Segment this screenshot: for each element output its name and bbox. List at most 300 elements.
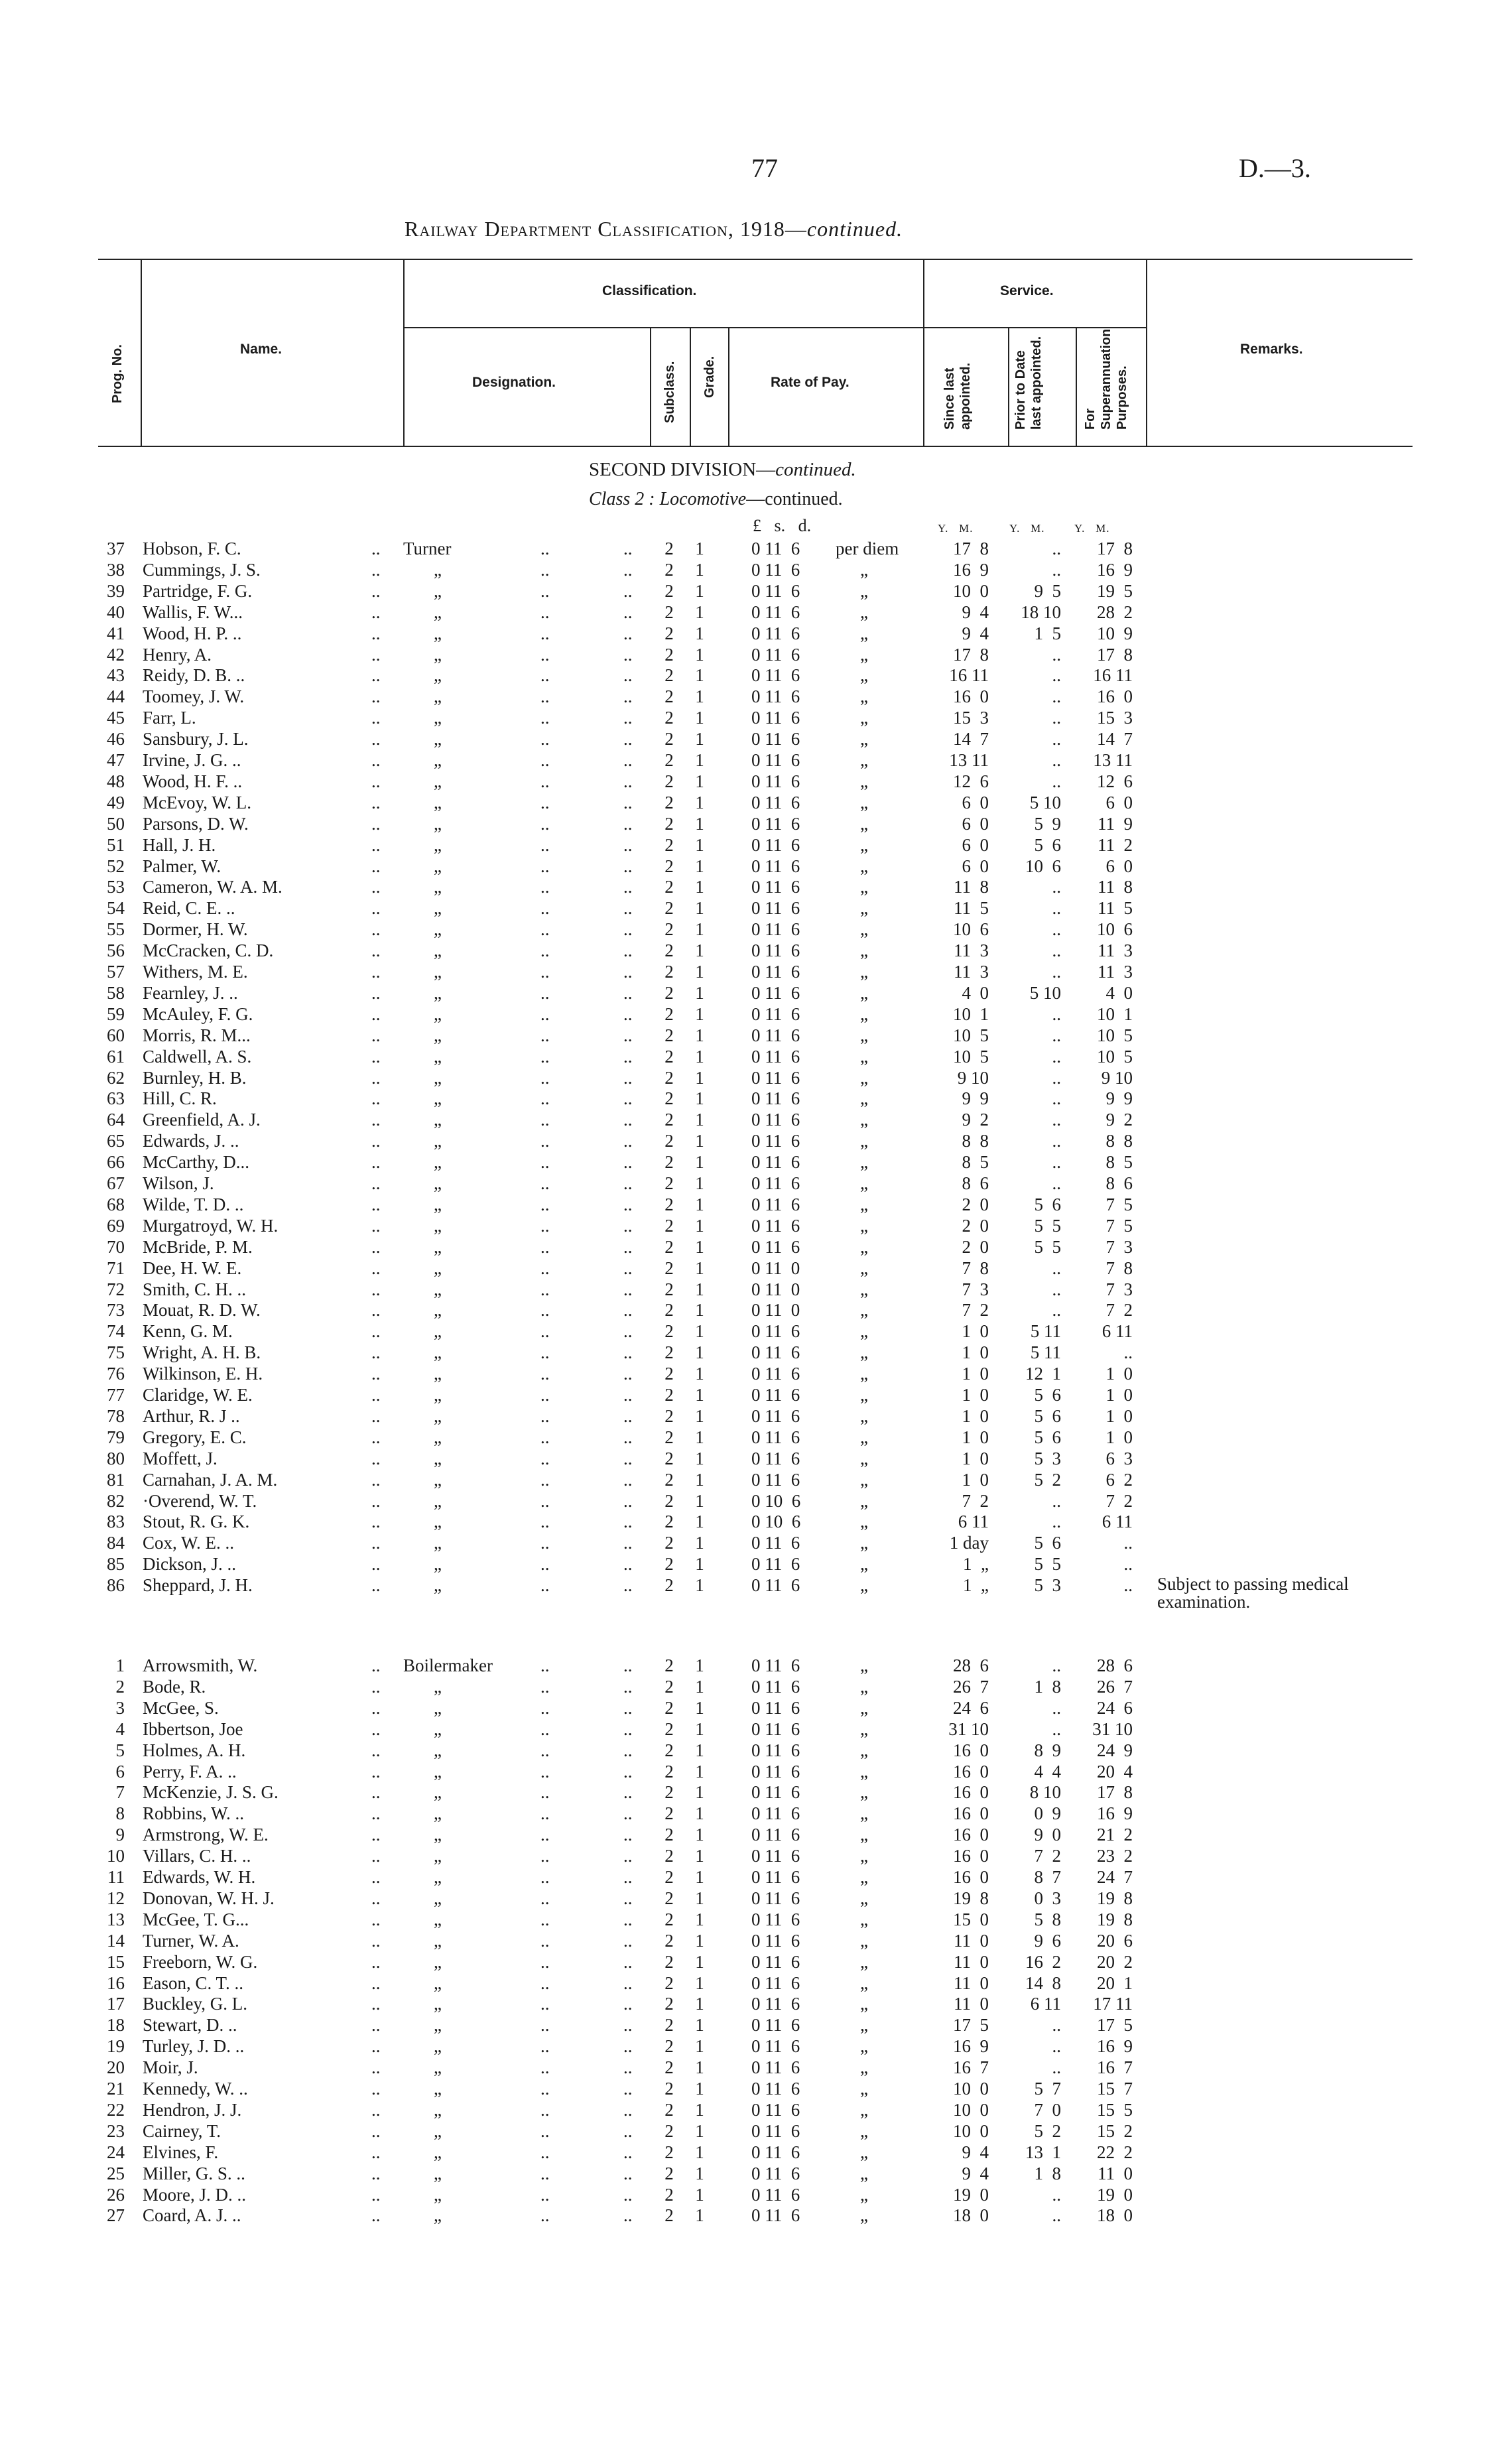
employee-name: McGee, T. G... [143, 1909, 249, 1929]
subclass: 2 [664, 1676, 674, 1697]
superannuation: 7 3 [1105, 1279, 1133, 1299]
prior-to-date: 16 2 [1025, 1951, 1061, 1972]
header-grade: Grade. [702, 356, 717, 398]
pay-unit: „ [860, 2015, 868, 2036]
rate-of-pay: 0 11 6 [751, 1655, 800, 1675]
table-row [0, 2121, 1512, 2141]
employee-name: Caldwell, A. S. [143, 1046, 252, 1067]
pay-unit: „ [860, 1067, 868, 1088]
leader-dots: .. [540, 1385, 550, 1405]
grade: 1 [695, 2184, 704, 2205]
leader-dots: .. [371, 2120, 381, 2141]
subclass: 2 [664, 1152, 674, 1173]
designation: „ [434, 1258, 442, 1278]
since-last-appointed: 10 6 [953, 919, 989, 940]
grade: 1 [695, 1951, 704, 1972]
superannuation: 16 9 [1097, 1803, 1133, 1824]
subclass: 2 [664, 1025, 674, 1045]
pay-unit: „ [860, 2120, 868, 2141]
rate-of-pay: 0 10 6 [751, 1490, 801, 1511]
leader-dots: .. [371, 1533, 381, 1553]
grade: 1 [695, 982, 704, 1003]
superannuation: 24 9 [1097, 1740, 1133, 1760]
employee-name: Hobson, F. C. [143, 539, 241, 558]
superannuation: 17 5 [1097, 2015, 1133, 2036]
designation: „ [434, 982, 442, 1003]
row-number: 48 [107, 771, 125, 791]
title-main: Railway Department Classification, 1918— [405, 217, 807, 241]
leader-dots: .. [540, 602, 550, 622]
grade: 1 [695, 1131, 704, 1151]
employee-name: Murgatroyd, W. H. [143, 1215, 279, 1236]
prior-to-date: 5 3 [1034, 1575, 1061, 1596]
employee-name: Reid, C. E. .. [143, 898, 235, 919]
superannuation: 23 2 [1097, 1846, 1133, 1866]
rate-of-pay: 0 10 6 [751, 1512, 801, 1532]
prior-to-date: 8 9 [1034, 1740, 1061, 1760]
since-last-appointed: 16 0 [953, 686, 989, 707]
table-row [0, 1677, 1512, 1697]
leader-dots: .. [623, 834, 633, 855]
rate-of-pay: 0 11 6 [751, 898, 800, 919]
since-last-appointed: 16 0 [953, 1803, 989, 1824]
employee-name: Bode, R. [143, 1676, 206, 1697]
leader-dots: .. [540, 1575, 550, 1596]
grade: 1 [695, 940, 704, 961]
subclass: 2 [664, 1088, 674, 1109]
remarks-text: Subject to passing medical examination. [1157, 1574, 1349, 1612]
header-for-super: For Superannuation Purposes. [1083, 328, 1129, 430]
prior-to-date: 13 1 [1025, 2142, 1061, 2162]
superannuation: 26 7 [1097, 1676, 1133, 1697]
row-number: 47 [107, 750, 125, 770]
pay-unit: „ [860, 2099, 868, 2120]
table-row [0, 1994, 1512, 2014]
grade: 1 [695, 750, 704, 770]
leader-dots: .. [623, 1236, 633, 1257]
row-number: 8 [115, 1803, 125, 1824]
rate-of-pay: 0 11 6 [751, 1575, 800, 1596]
subclass: 2 [664, 1342, 674, 1363]
prior-to-date: 5 6 [1034, 834, 1061, 855]
designation: „ [434, 1740, 442, 1760]
pay-unit: „ [860, 1490, 868, 1511]
since-last-appointed: 14 7 [953, 729, 989, 749]
pay-unit: „ [860, 962, 868, 982]
leader-dots: .. [371, 2099, 381, 2120]
leader-dots: .. [540, 1131, 550, 1151]
leader-dots: .. [371, 1718, 381, 1739]
superannuation: 1 0 [1105, 1364, 1133, 1384]
since-last-appointed: 18 0 [953, 2205, 989, 2226]
pay-unit: „ [860, 644, 868, 665]
table-row [0, 581, 1512, 601]
since-last-appointed: 16 0 [953, 1761, 989, 1781]
grade: 1 [695, 2205, 704, 2226]
header-subclass: Subclass. [662, 361, 677, 423]
designation: „ [434, 1490, 442, 1511]
prior-to-date: .. [1052, 2036, 1061, 2057]
prior-to-date: .. [1052, 919, 1061, 940]
since-ym-header: Y. M. [938, 522, 974, 535]
employee-name: Partridge, F. G. [143, 580, 253, 601]
pay-unit: „ [860, 1867, 868, 1887]
since-last-appointed: 16 0 [953, 1782, 989, 1803]
since-last-appointed: 1 „ [963, 1575, 989, 1596]
table-row [0, 729, 1512, 749]
employee-name: Turner, W. A. [143, 1930, 239, 1951]
leader-dots: .. [371, 1088, 381, 1109]
subclass: 2 [664, 686, 674, 707]
table-row [0, 1047, 1512, 1067]
grade: 1 [695, 1740, 704, 1760]
superannuation: 12 6 [1097, 771, 1133, 791]
leader-dots: .. [371, 1131, 381, 1151]
subclass: 2 [664, 2036, 674, 2057]
rate-of-pay: 0 11 6 [751, 1846, 800, 1866]
leader-dots: .. [623, 1554, 633, 1575]
grade: 1 [695, 1385, 704, 1405]
grade: 1 [695, 1405, 704, 1426]
since-last-appointed: 6 0 [962, 792, 989, 812]
pay-unit: „ [860, 580, 868, 601]
superannuation: 6 3 [1105, 1448, 1133, 1468]
since-last-appointed: 9 4 [962, 623, 989, 643]
since-last-appointed: 24 6 [953, 1697, 989, 1718]
employee-name: Hall, J. H. [143, 834, 216, 855]
row-number: 21 [107, 2079, 125, 2099]
since-last-appointed: 1 0 [962, 1385, 989, 1405]
prior-to-date: 5 5 [1034, 1215, 1061, 1236]
grade: 1 [695, 539, 704, 558]
leader-dots: .. [540, 1676, 550, 1697]
leader-dots: .. [623, 1490, 633, 1511]
subclass: 2 [664, 898, 674, 919]
prior-to-date: 1 8 [1034, 2163, 1061, 2183]
leader-dots: .. [623, 1803, 633, 1824]
table-row [0, 2079, 1512, 2099]
row-number: 44 [107, 686, 125, 707]
leader-dots: .. [371, 1469, 381, 1490]
table-row [0, 686, 1512, 706]
table-row [0, 856, 1512, 876]
employee-name: McBride, P. M. [143, 1236, 253, 1257]
leader-dots: .. [540, 962, 550, 982]
prior-to-date: 4 4 [1034, 1761, 1061, 1781]
superannuation: 6 11 [1102, 1321, 1133, 1342]
prior-to-date: .. [1052, 1110, 1061, 1130]
table-row [0, 1025, 1512, 1045]
leader-dots: .. [623, 708, 633, 728]
leader-dots: .. [371, 982, 381, 1003]
designation: „ [434, 729, 442, 749]
leader-dots: .. [540, 1194, 550, 1214]
subclass: 2 [664, 1740, 674, 1760]
leader-dots: .. [371, 623, 381, 643]
grade: 1 [695, 1152, 704, 1173]
superannuation: 28 6 [1097, 1655, 1133, 1675]
rate-of-pay: 0 11 6 [751, 771, 800, 791]
prior-to-date: .. [1052, 1131, 1061, 1151]
employee-name: Arrowsmith, W. [143, 1655, 258, 1675]
leader-dots: .. [371, 750, 381, 770]
prior-to-date: 5 11 [1030, 1342, 1061, 1363]
leader-dots: .. [623, 1279, 633, 1299]
leader-dots: .. [540, 771, 550, 791]
table-row [0, 1910, 1512, 1929]
row-number: 74 [107, 1321, 125, 1342]
superannuation: 16 0 [1097, 686, 1133, 707]
pay-unit: „ [860, 1909, 868, 1929]
leader-dots: .. [540, 982, 550, 1003]
designation: „ [434, 1279, 442, 1299]
leader-dots: .. [540, 2036, 550, 2057]
leader-dots: .. [371, 898, 381, 919]
row-number: 75 [107, 1342, 125, 1363]
since-last-appointed: 10 0 [953, 2099, 989, 2120]
grade: 1 [695, 2142, 704, 2162]
superannuation: .. [1123, 1554, 1133, 1575]
superannuation: 10 1 [1097, 1003, 1133, 1024]
rate-of-pay: 0 11 6 [751, 940, 800, 961]
since-last-appointed: 1 0 [962, 1321, 989, 1342]
subclass: 2 [664, 1405, 674, 1426]
header-designation: Designation. [472, 375, 556, 390]
designation: „ [434, 1888, 442, 1908]
designation: „ [434, 1676, 442, 1697]
superannuation: 11 3 [1098, 940, 1133, 961]
designation: „ [434, 1300, 442, 1321]
since-last-appointed: 26 7 [953, 1676, 989, 1697]
leader-dots: .. [540, 1761, 550, 1781]
subclass: 2 [664, 1846, 674, 1866]
grade: 1 [695, 1888, 704, 1908]
prior-to-date: 5 10 [1029, 982, 1061, 1003]
employee-name: Irvine, J. G. .. [143, 750, 241, 770]
subclass: 2 [664, 559, 674, 580]
rate-of-pay: 0 11 6 [751, 1215, 800, 1236]
designation: „ [434, 1110, 442, 1130]
pay-unit: „ [860, 1131, 868, 1151]
leader-dots: .. [371, 1258, 381, 1278]
pay-unit: „ [860, 1554, 868, 1575]
leader-dots: .. [623, 1385, 633, 1405]
since-last-appointed: 11 5 [954, 898, 989, 919]
superannuation: 20 2 [1097, 1951, 1133, 1972]
leader-dots: .. [540, 2163, 550, 2183]
leader-dots: .. [371, 2057, 381, 2078]
rate-of-pay: 0 11 6 [751, 1676, 800, 1697]
grade: 1 [695, 1490, 704, 1511]
leader-dots: .. [371, 1740, 381, 1760]
designation: „ [434, 1803, 442, 1824]
since-last-appointed: 4 0 [962, 982, 989, 1003]
pay-unit: „ [860, 982, 868, 1003]
grade: 1 [695, 1718, 704, 1739]
since-last-appointed: 11 3 [954, 940, 989, 961]
subclass: 2 [664, 1194, 674, 1214]
since-last-appointed: 28 6 [953, 1655, 989, 1675]
leader-dots: .. [371, 771, 381, 791]
pay-unit: „ [860, 919, 868, 940]
subclass: 2 [664, 1973, 674, 1993]
employee-name: Mouat, R. D. W. [143, 1300, 261, 1321]
since-last-appointed: 9 4 [962, 602, 989, 622]
pay-unit: „ [860, 940, 868, 961]
since-last-appointed: 1 0 [962, 1342, 989, 1363]
employee-name: Withers, M. E. [143, 962, 248, 982]
leader-dots: .. [623, 2142, 633, 2162]
prior-to-date: 5 9 [1034, 813, 1061, 834]
employee-name: Perry, F. A. .. [143, 1761, 237, 1781]
leader-dots: .. [623, 2057, 633, 2078]
pay-unit: „ [860, 1321, 868, 1342]
employee-name: Carnahan, J. A. M. [143, 1469, 278, 1490]
row-number: 38 [107, 559, 125, 580]
designation: „ [434, 1173, 442, 1193]
leader-dots: .. [540, 2015, 550, 2036]
leader-dots: .. [623, 2184, 633, 2205]
leader-dots: .. [540, 1846, 550, 1866]
employee-name: Kenn, G. M. [143, 1321, 233, 1342]
designation: „ [434, 1846, 442, 1866]
rate-of-pay: 0 11 6 [751, 1803, 800, 1824]
grade: 1 [695, 1067, 704, 1088]
leader-dots: .. [540, 856, 550, 876]
subclass: 2 [664, 919, 674, 940]
leader-dots: .. [540, 1973, 550, 1993]
employee-name: Hendron, J. J. [143, 2099, 242, 2120]
rate-of-pay: 0 11 6 [751, 1994, 800, 2014]
designation: „ [434, 1554, 442, 1575]
table-row [0, 708, 1512, 728]
prior-to-date: 12 1 [1025, 1364, 1061, 1384]
leader-dots: .. [540, 1512, 550, 1532]
leader-dots: .. [540, 1279, 550, 1299]
rate-of-pay: 0 11 6 [751, 559, 800, 580]
prior-to-date: .. [1052, 539, 1061, 558]
employee-name: McEvoy, W. L. [143, 792, 251, 812]
subclass: 2 [664, 877, 674, 897]
leader-dots: .. [623, 686, 633, 707]
prior-to-date: .. [1052, 665, 1061, 686]
table-row [0, 1698, 1512, 1718]
rate-of-pay: 0 11 6 [751, 1930, 800, 1951]
rate-of-pay: 0 11 6 [751, 1533, 800, 1553]
pay-unit: „ [860, 1575, 868, 1596]
row-number: 69 [107, 1215, 125, 1236]
leader-dots: .. [623, 1655, 633, 1675]
leader-dots: .. [540, 1215, 550, 1236]
since-last-appointed: 9 10 [957, 1067, 989, 1088]
since-last-appointed: 1 0 [962, 1405, 989, 1426]
superannuation: 11 3 [1098, 962, 1133, 982]
row-number: 16 [107, 1973, 125, 1993]
pay-unit: „ [860, 1046, 868, 1067]
leader-dots: .. [540, 1405, 550, 1426]
employee-name: Palmer, W. [143, 856, 221, 876]
designation: „ [434, 580, 442, 601]
grade: 1 [695, 771, 704, 791]
subclass: 2 [664, 1131, 674, 1151]
table-row [0, 1279, 1512, 1299]
rate-of-pay: 0 11 6 [751, 2184, 800, 2205]
leader-dots: .. [540, 1930, 550, 1951]
rate-of-pay: 0 11 6 [751, 2057, 800, 2078]
leader-dots: .. [540, 1067, 550, 1088]
prior-to-date: 8 10 [1029, 1782, 1061, 1803]
leader-dots: .. [540, 1951, 550, 1972]
leader-dots: .. [540, 1342, 550, 1363]
leader-dots: .. [623, 1300, 633, 1321]
leader-dots: .. [623, 982, 633, 1003]
designation: „ [434, 919, 442, 940]
table-row [0, 1427, 1512, 1447]
division-heading: SECOND DIVISION—continued. [589, 459, 856, 480]
row-number: 79 [107, 1427, 125, 1447]
prior-to-date: .. [1052, 1258, 1061, 1278]
row-number: 27 [107, 2205, 125, 2226]
rate-of-pay: 0 11 6 [751, 1951, 800, 1972]
superannuation: 18 0 [1097, 2205, 1133, 2226]
leader-dots: .. [623, 1110, 633, 1130]
row-number: 70 [107, 1236, 125, 1257]
superannuation: 28 2 [1097, 602, 1133, 622]
grade: 1 [695, 2120, 704, 2141]
subclass: 2 [664, 729, 674, 749]
table-row [0, 1554, 1512, 1574]
prior-to-date: 6 11 [1030, 1994, 1061, 2014]
leader-dots: .. [540, 539, 550, 558]
superannuation: 7 2 [1105, 1300, 1133, 1321]
employee-name: Reidy, D. B. .. [143, 665, 245, 686]
pay-unit: „ [860, 2079, 868, 2099]
since-last-appointed: 11 8 [954, 877, 989, 897]
employee-name: McGee, S. [143, 1697, 219, 1718]
since-last-appointed: 17 8 [953, 539, 989, 558]
leader-dots: .. [623, 771, 633, 791]
superannuation: 17 11 [1093, 1994, 1133, 2014]
table-row [0, 623, 1512, 643]
rate-of-pay: 0 11 6 [751, 1385, 800, 1405]
grade: 1 [695, 1110, 704, 1130]
grade: 1 [695, 1994, 704, 2014]
designation: „ [434, 1342, 442, 1363]
superannuation: 8 6 [1105, 1173, 1133, 1193]
subclass: 2 [664, 1173, 674, 1193]
row-number: 17 [107, 1994, 125, 2014]
leader-dots: .. [371, 2205, 381, 2226]
employee-name: Robbins, W. .. [143, 1803, 245, 1824]
leader-dots: .. [371, 1427, 381, 1447]
leader-dots: .. [371, 1173, 381, 1193]
prior-to-date: 5 5 [1034, 1554, 1061, 1575]
leader-dots: .. [623, 1888, 633, 1908]
leader-dots: .. [540, 1867, 550, 1887]
table-row [0, 919, 1512, 939]
header-name: Name. [240, 342, 283, 357]
since-last-appointed: 12 6 [953, 771, 989, 791]
row-number: 4 [115, 1718, 125, 1739]
employee-name: Claridge, W. E. [143, 1385, 253, 1405]
rate-of-pay: 0 11 6 [751, 1697, 800, 1718]
pay-unit: „ [860, 1533, 868, 1553]
leader-dots: .. [623, 729, 633, 749]
subclass: 2 [664, 1575, 674, 1596]
superannuation: 15 2 [1097, 2120, 1133, 2141]
superannuation: 16 11 [1093, 665, 1133, 686]
table-row [0, 1385, 1512, 1405]
